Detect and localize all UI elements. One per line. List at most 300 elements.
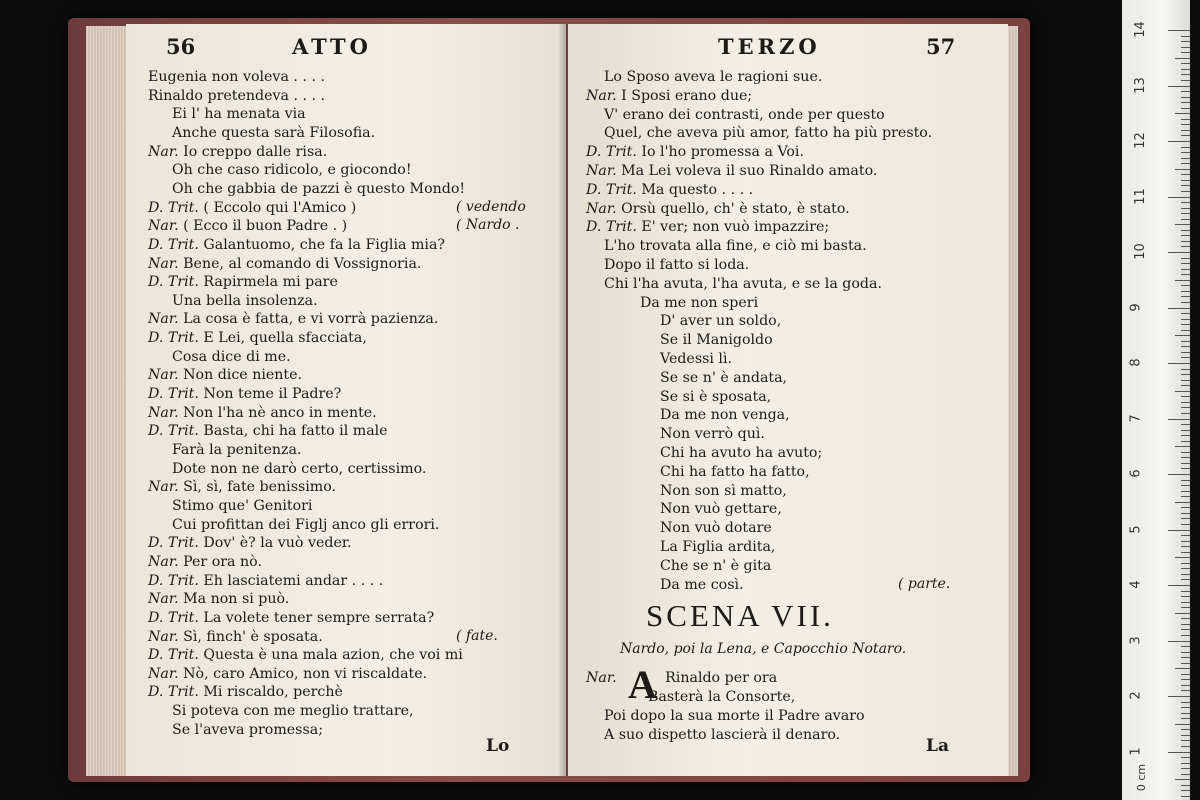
ruler-number: 11 — [1132, 187, 1148, 205]
ruler-tick — [1181, 80, 1190, 81]
page-number: 56 — [166, 34, 196, 59]
right-page — [568, 24, 1008, 776]
speaker-label: D. Trit. — [148, 199, 204, 216]
ruler-number: 5 — [1128, 524, 1144, 534]
ruler-number: 10 — [1132, 243, 1148, 260]
ruler-tick — [1181, 91, 1190, 92]
ruler-tick — [1181, 790, 1190, 791]
line-text: Lo Sposo aveva le ragioni sue. — [604, 69, 823, 85]
line-text: Rinaldo per ora — [665, 670, 778, 686]
text-line — [172, 460, 426, 478]
ruler-tick — [1181, 763, 1190, 764]
ruler-tick — [1181, 785, 1190, 786]
ruler-tick — [1181, 441, 1190, 442]
text-line — [172, 292, 318, 310]
ruler-tick — [1181, 191, 1190, 192]
measuring-ruler — [1122, 0, 1190, 800]
text-line — [148, 422, 388, 440]
ruler-tick — [1181, 102, 1190, 103]
line-text: Poi dopo la sua morte il Padre avaro — [604, 708, 865, 724]
ruler-tick — [1181, 574, 1190, 575]
ruler-tick — [1181, 374, 1190, 375]
text-line — [660, 312, 781, 330]
text-line — [148, 385, 341, 403]
catchword: La — [926, 736, 949, 756]
text-line — [148, 590, 289, 608]
text-line — [586, 218, 829, 236]
ruler-tick — [1175, 446, 1190, 447]
text-line — [148, 683, 343, 701]
ruler-tick — [1181, 219, 1190, 220]
speaker-label: Nar. — [586, 200, 622, 217]
text-line — [604, 275, 882, 293]
text-line — [586, 162, 877, 180]
ruler-tick — [1181, 735, 1190, 736]
ruler-tick — [1181, 468, 1190, 469]
line-text: Non son sì matto, — [660, 482, 787, 499]
scene-title: SCENA VII. — [646, 598, 834, 633]
ruler-tick — [1181, 685, 1190, 686]
line-text: La cosa è fatta, e vi vorrà pazienza. — [183, 311, 439, 328]
line-text: Dote non ne darò certo, certissimo. — [172, 460, 427, 477]
text-line — [604, 124, 932, 142]
ruler-tick — [1181, 657, 1190, 658]
ruler-tick — [1181, 296, 1190, 297]
speaker-label: Nar. — [586, 670, 622, 686]
ruler-tick — [1181, 119, 1190, 120]
speaker-label: Nar. — [148, 143, 184, 160]
line-text: Io l'ho promessa a Voi. — [641, 144, 804, 161]
line-text: Bene, al comando di Vossignoria. — [183, 255, 422, 272]
text-line — [148, 310, 438, 328]
text-line — [148, 236, 445, 254]
text-line — [660, 482, 787, 500]
line-text: Da me così. — [660, 576, 744, 593]
text-line — [148, 572, 383, 590]
ruler-tick — [1181, 491, 1190, 492]
text-line — [586, 200, 850, 218]
line-text: Rinaldo pretendeva . . . . — [148, 87, 326, 104]
speaker-label: Nar. — [148, 218, 184, 235]
ruler-tick — [1175, 779, 1190, 780]
line-text: Farà la penitenza. — [172, 442, 302, 458]
text-line — [660, 576, 744, 594]
ruler-number: 9 — [1128, 302, 1144, 312]
text-line — [660, 406, 790, 424]
ruler-tick — [1181, 624, 1190, 625]
ruler-tick — [1181, 108, 1190, 109]
ruler-tick — [1181, 185, 1190, 186]
line-text: Non verrò quì. — [660, 426, 765, 443]
text-line — [148, 478, 336, 496]
speaker-label: D. Trit. — [148, 609, 204, 626]
scene-subtitle: Nardo, poi la Lena, e Capocchio Notaro. — [620, 641, 907, 657]
ruler-tick — [1181, 629, 1190, 630]
ruler-tick — [1181, 507, 1190, 508]
line-text: Anche questa sarà Filosofia. — [172, 124, 376, 141]
left-page — [126, 24, 566, 776]
ruler-tick — [1181, 135, 1190, 136]
line-text: Se il Manigoldo — [660, 332, 773, 349]
ruler-tick — [1181, 607, 1190, 608]
line-text: Chi l'ha avuta, l'ha avuta, e se la goda. — [604, 275, 882, 292]
speaker-label: Nar. — [148, 404, 184, 421]
ruler-tick — [1181, 163, 1190, 164]
ruler-tick — [1181, 768, 1190, 769]
ruler-tick — [1168, 696, 1190, 697]
ruler-tick — [1181, 552, 1190, 553]
line-text: Eh lasciatemi andar . . . . — [203, 572, 384, 589]
ruler-tick — [1181, 341, 1190, 342]
line-text: Sì, finch' è sposata. — [183, 628, 323, 645]
text-line — [660, 500, 782, 518]
text-line — [604, 726, 840, 744]
ruler-tick — [1181, 513, 1190, 514]
text-line — [660, 444, 822, 462]
text-line — [660, 538, 775, 556]
ruler-tick — [1181, 357, 1190, 358]
speaker-label: Nar. — [148, 665, 184, 682]
ruler-tick — [1181, 702, 1190, 703]
ruler-tick — [1181, 546, 1190, 547]
text-line — [648, 688, 795, 706]
speaker-label: D. Trit. — [586, 219, 642, 236]
line-text: Mi riscaldo, perchè — [203, 684, 343, 701]
text-line — [148, 68, 325, 86]
ruler-tick — [1181, 246, 1190, 247]
text-line — [660, 519, 772, 537]
ruler-tick — [1181, 319, 1190, 320]
ruler-tick — [1181, 302, 1190, 303]
line-text: Ma non si può. — [183, 591, 290, 608]
line-text: La Figlia ardita, — [660, 539, 776, 555]
speaker-label: D. Trit. — [148, 330, 204, 347]
ruler-number: 7 — [1128, 413, 1144, 423]
ruler-tick — [1181, 535, 1190, 536]
ruler-tick — [1181, 579, 1190, 580]
text-line — [604, 256, 749, 274]
line-text: Ma Lei voleva il suo Rinaldo amato. — [621, 163, 878, 179]
speaker-label: D. Trit. — [586, 144, 642, 161]
text-line — [148, 366, 302, 384]
text-line — [660, 388, 771, 406]
ruler-tick — [1181, 413, 1190, 414]
speaker-label: D. Trit. — [148, 535, 204, 552]
line-text: Non dice niente. — [183, 367, 303, 384]
speaker-label: Nar. — [148, 553, 184, 570]
stage-direction: ( fate. — [456, 627, 498, 644]
text-line — [148, 628, 323, 646]
text-line — [148, 553, 262, 571]
ruler-tick — [1181, 524, 1190, 525]
line-text: Non vuò dotare — [660, 520, 772, 537]
ruler-number: 4 — [1128, 580, 1144, 589]
ruler-tick — [1181, 480, 1190, 481]
line-text: I Sposi erano due; — [621, 87, 753, 104]
ruler-tick — [1168, 419, 1190, 420]
text-line — [148, 199, 356, 217]
ruler-tick — [1175, 113, 1190, 114]
drop-cap: A — [628, 662, 657, 707]
line-text: E Lei, quella sfacciata, — [203, 330, 367, 347]
speaker-label: Nar. — [148, 628, 184, 645]
ruler-tick — [1181, 47, 1190, 48]
page-number: 57 — [926, 34, 956, 59]
line-text: Ma questo . . . . — [641, 181, 754, 198]
speaker-label: D. Trit. — [148, 572, 204, 589]
text-line — [148, 646, 463, 664]
text-line — [172, 180, 465, 198]
speaker-label: Nar. — [148, 479, 184, 496]
ruler-number: 12 — [1132, 132, 1148, 149]
ruler-tick — [1181, 430, 1190, 431]
text-line — [148, 665, 427, 683]
speaker-label: Nar. — [148, 591, 184, 608]
ruler-tick — [1181, 740, 1190, 741]
ruler-tick — [1181, 591, 1190, 592]
ruler-tick — [1168, 141, 1190, 142]
speaker-label: Nar. — [148, 367, 184, 384]
running-head: TERZO — [718, 34, 821, 59]
ruler-tick — [1168, 363, 1190, 364]
ruler-tick — [1181, 452, 1190, 453]
text-line — [172, 161, 412, 179]
ruler-tick — [1168, 30, 1190, 31]
ruler-tick — [1168, 530, 1190, 531]
line-text: V' erano dei contrasti, onde per questo — [604, 106, 885, 123]
text-line — [148, 404, 377, 422]
text-line — [148, 217, 347, 235]
ruler-tick — [1181, 402, 1190, 403]
ruler-tick — [1181, 496, 1190, 497]
ruler-tick — [1181, 663, 1190, 664]
ruler-tick — [1181, 568, 1190, 569]
line-text: Non l'ha nè anco in mente. — [183, 404, 377, 421]
ruler-tick — [1168, 197, 1190, 198]
line-text: Vedessi lì. — [660, 351, 733, 367]
line-text: Basterà la Consorte, — [648, 689, 796, 705]
ruler-tick — [1168, 86, 1190, 87]
text-line — [660, 463, 810, 481]
ruler-tick — [1181, 346, 1190, 347]
ruler-tick — [1181, 180, 1190, 181]
ruler-tick — [1181, 313, 1190, 314]
ruler-tick — [1181, 369, 1190, 370]
text-line — [640, 294, 758, 312]
line-text: Chi ha fatto ha fatto, — [660, 463, 810, 480]
line-text: Ei l' ha menata via — [172, 106, 306, 123]
stage-direction: ( Nardo . — [456, 217, 520, 234]
line-text: Da me non venga, — [660, 407, 790, 424]
ruler-tick — [1181, 563, 1190, 564]
ruler-tick — [1181, 230, 1190, 231]
ruler-number: 13 — [1132, 76, 1148, 94]
text-line — [660, 331, 773, 349]
text-line — [172, 497, 312, 515]
ruler-tick — [1181, 746, 1190, 747]
text-line — [148, 143, 327, 161]
line-text: Cosa dice di me. — [172, 348, 291, 365]
line-text: Dov' è? la vuò veder. — [203, 535, 352, 552]
line-text: A suo dispetto lascierà il denaro. — [604, 727, 841, 743]
ruler-tick — [1181, 796, 1190, 797]
ruler-tick — [1181, 774, 1190, 775]
speaker-label: D. Trit. — [148, 386, 204, 403]
ruler-tick — [1168, 252, 1190, 253]
ruler-tick — [1181, 330, 1190, 331]
ruler-tick — [1181, 63, 1190, 64]
text-line — [586, 143, 804, 161]
text-line — [586, 87, 752, 105]
ruler-tick — [1181, 208, 1190, 209]
line-text: Se se n' è andata, — [660, 369, 788, 386]
ruler-tick — [1181, 202, 1190, 203]
line-text: Chi ha avuto ha avuto; — [660, 445, 823, 461]
ruler-tick — [1181, 52, 1190, 53]
ruler-tick — [1181, 130, 1190, 131]
text-line — [604, 106, 885, 124]
line-text: Questa è una mala azion, che voi mi — [203, 647, 463, 664]
text-line — [172, 721, 323, 739]
line-text: Da me non speri — [640, 294, 759, 311]
ruler-tick — [1181, 396, 1190, 397]
ruler-tick — [1181, 457, 1190, 458]
text-line — [172, 124, 375, 142]
ruler-tick — [1181, 324, 1190, 325]
line-text: E' ver; non vuò impazzire; — [641, 219, 830, 236]
text-line — [172, 441, 301, 459]
ruler-tick — [1181, 652, 1190, 653]
line-text: Una bella insolenza. — [172, 292, 318, 309]
speaker-label: D. Trit. — [148, 274, 204, 291]
ruler-tick — [1181, 41, 1190, 42]
ruler-tick — [1168, 641, 1190, 642]
line-text: Oh che caso ridicolo, e giocondo! — [172, 162, 412, 179]
ruler-tick — [1181, 541, 1190, 542]
line-text: Basta, chi ha fatto il male — [203, 423, 388, 440]
ruler-tick — [1181, 269, 1190, 270]
ruler-tick — [1181, 707, 1190, 708]
text-line — [172, 702, 414, 720]
speaker-label: D. Trit. — [586, 181, 642, 198]
ruler-tick — [1175, 224, 1190, 225]
ruler-tick — [1181, 124, 1190, 125]
ruler-tick — [1181, 424, 1190, 425]
speaker-label: D. Trit. — [148, 236, 204, 253]
ruler-tick — [1181, 158, 1190, 159]
ruler-tick — [1181, 679, 1190, 680]
line-text: Cui profittan dei Figlj anco gli errori. — [172, 516, 440, 533]
ruler-tick — [1181, 690, 1190, 691]
line-text: Nò, caro Amico, non vi riscaldate. — [183, 665, 428, 682]
ruler-tick — [1175, 335, 1190, 336]
ruler-tick — [1181, 713, 1190, 714]
line-text: Quel, che aveva più amor, fatto ha più presto. — [604, 125, 933, 142]
text-line — [148, 87, 325, 105]
running-head: ATTO — [292, 34, 372, 59]
line-text: Stimo que' Genitori — [172, 497, 313, 514]
ruler-tick — [1181, 69, 1190, 70]
ruler-tick — [1181, 36, 1190, 37]
line-text: Se si è sposata, — [660, 388, 772, 405]
line-text: La volete tener sempre serrata? — [203, 609, 435, 626]
line-text: Rapirmela mi pare — [203, 274, 338, 291]
ruler-tick — [1181, 174, 1190, 175]
ruler-tick — [1181, 635, 1190, 636]
speaker-label: Nar. — [148, 311, 184, 328]
ruler-tick — [1181, 152, 1190, 153]
ruler-tick — [1168, 474, 1190, 475]
line-text: Che se n' è gita — [660, 557, 772, 574]
catchword: Lo — [486, 736, 510, 756]
speaker-label: D. Trit. — [148, 647, 204, 664]
ruler-tick — [1181, 352, 1190, 353]
ruler-tick — [1181, 147, 1190, 148]
ruler-tick — [1181, 729, 1190, 730]
text-line — [148, 273, 338, 291]
ruler-tick — [1181, 602, 1190, 603]
ruler-tick — [1181, 435, 1190, 436]
ruler-number: 1 — [1128, 746, 1144, 756]
speaker-label: D. Trit. — [148, 423, 204, 440]
ruler-number: 6 — [1128, 469, 1144, 478]
text-line — [660, 557, 771, 575]
ruler-tick — [1181, 485, 1190, 486]
ruler-unit-label: 0 cm — [1135, 763, 1149, 792]
stage-direction: ( vedendo — [456, 198, 526, 215]
text-line — [604, 707, 865, 725]
line-text: Io creppo dalle risa. — [183, 143, 328, 160]
line-text: Sì, sì, fate benissimo. — [183, 479, 337, 496]
speaker-label: D. Trit. — [148, 684, 204, 701]
text-line — [586, 181, 753, 199]
line-text: ( Ecco il buon Padre . ) — [183, 218, 348, 235]
ruler-tick — [1175, 502, 1190, 503]
ruler-tick — [1181, 718, 1190, 719]
line-text: Se l'aveva promessa; — [172, 721, 323, 738]
speaker-label: Nar. — [586, 163, 622, 179]
ruler-tick — [1175, 391, 1190, 392]
ruler-tick — [1181, 213, 1190, 214]
line-text: Orsù quello, ch' è stato, è stato. — [621, 200, 850, 217]
ruler-tick — [1181, 285, 1190, 286]
ruler-tick — [1181, 618, 1190, 619]
line-text: Non vuò gettare, — [660, 501, 782, 518]
ruler-tick — [1181, 646, 1190, 647]
ruler-tick — [1175, 668, 1190, 669]
speaker-label: Nar. — [148, 255, 184, 272]
line-text: Eugenia non voleva . . . . — [148, 69, 325, 85]
ruler-number: 3 — [1128, 635, 1144, 645]
text-line — [148, 534, 352, 552]
ruler-number: 8 — [1128, 358, 1144, 367]
line-text: L'ho trovata alla fine, e ciò mi basta. — [604, 238, 867, 255]
ruler-tick — [1181, 596, 1190, 597]
ruler-tick — [1181, 385, 1190, 386]
ruler-tick — [1181, 518, 1190, 519]
ruler-tick — [1181, 241, 1190, 242]
line-text: D' aver un soldo, — [660, 313, 782, 330]
text-line — [172, 348, 291, 366]
line-text: ( Eccolo qui l'Amico ) — [203, 199, 357, 216]
ruler-tick — [1181, 74, 1190, 75]
ruler-tick — [1175, 169, 1190, 170]
ruler-number: 2 — [1128, 691, 1144, 700]
ruler-tick — [1168, 308, 1190, 309]
ruler-tick — [1175, 613, 1190, 614]
ruler-number: 14 — [1132, 21, 1148, 38]
text-line — [660, 425, 765, 443]
